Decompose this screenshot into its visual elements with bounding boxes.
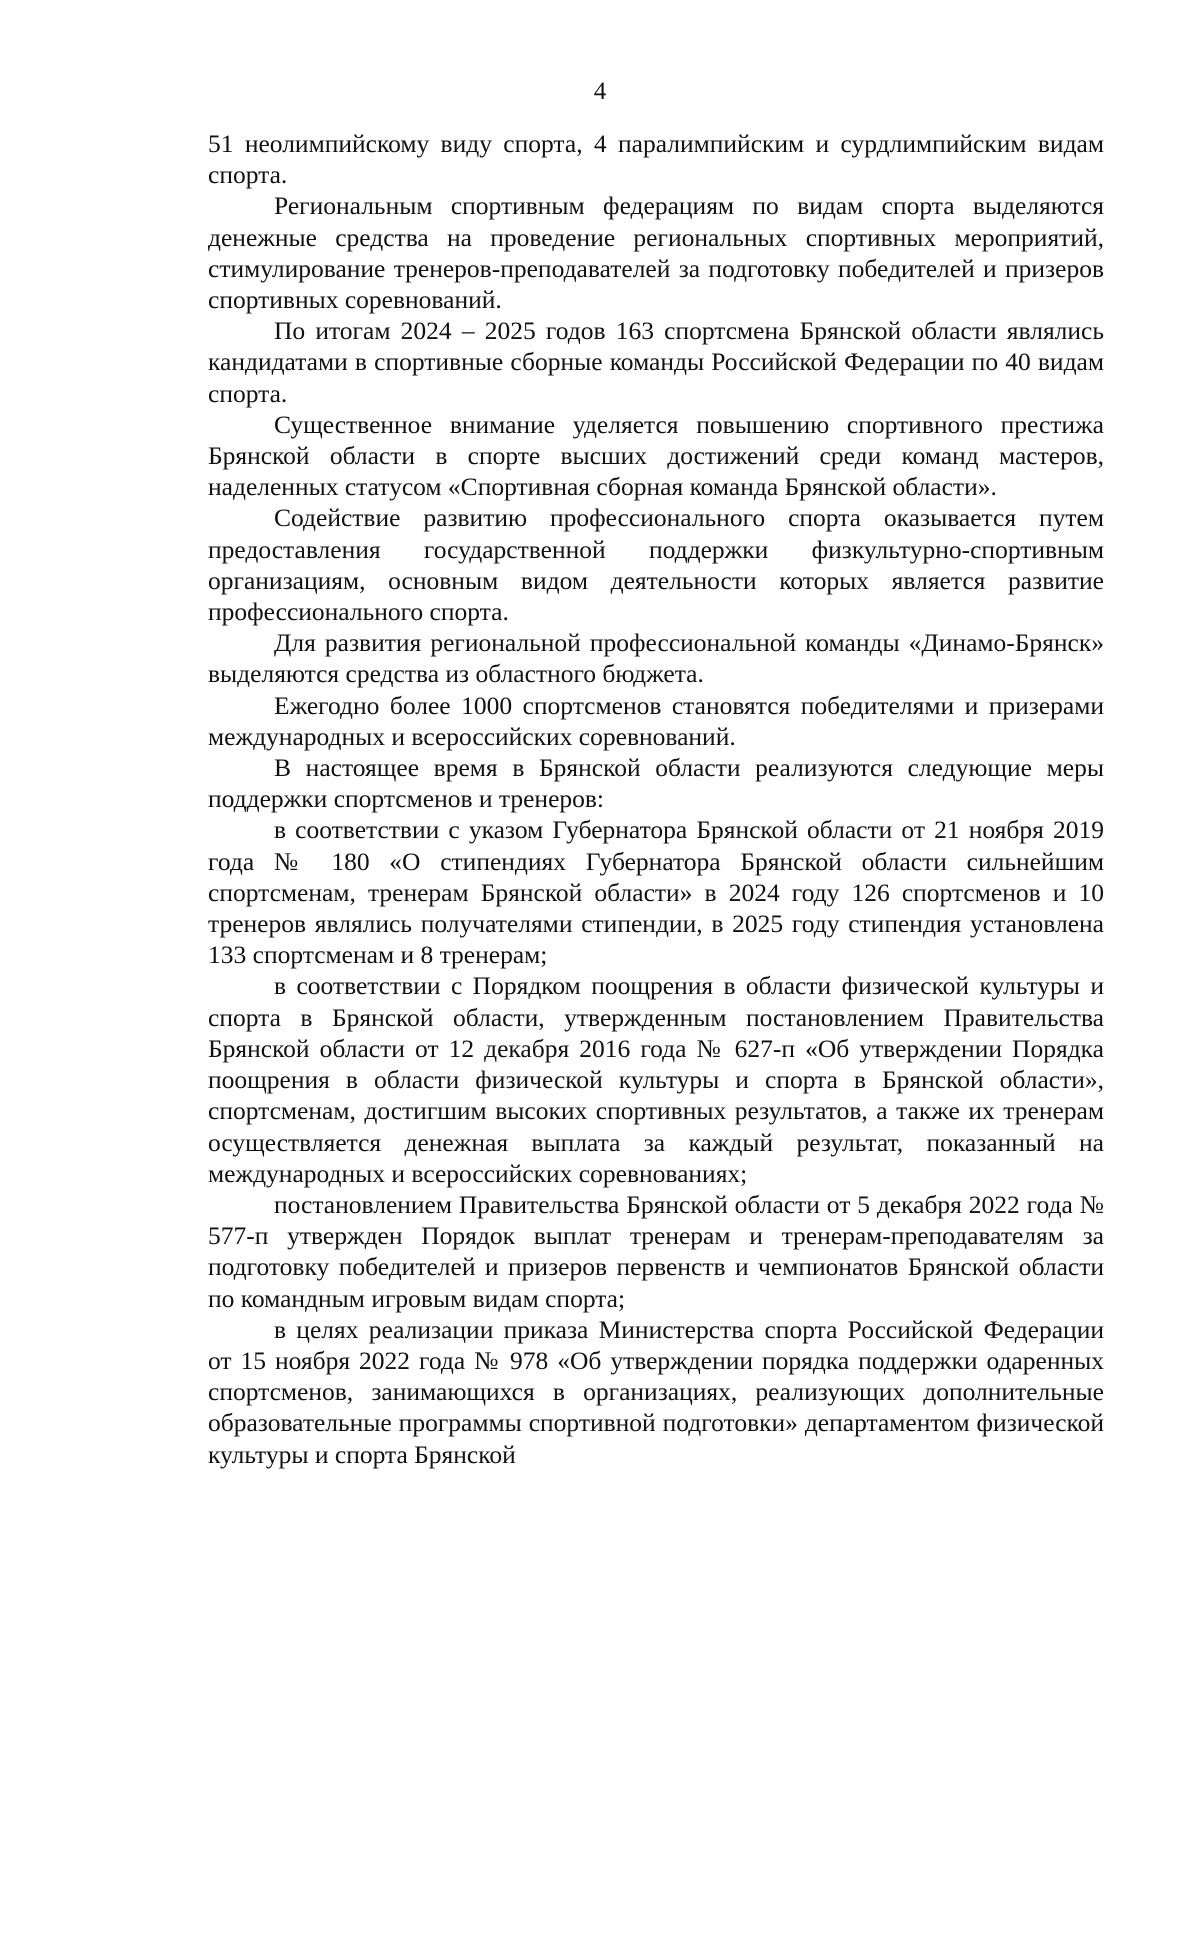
- paragraph-11: постановлением Правительства Брянской области от 5 декабря 2022 года № 577-п утвержден Порядок выплат тренерам и тренерам-преподавателям за подготовку победителей и призеров первенств и чемпионатов Брянской области по командным игровым видам спорта;: [208, 1189, 1104, 1313]
- paragraph-5: Содействие развитию профессионального спорта оказывается путем предоставления государственной поддержки физкультурно-спортивным организациям, основным видом деятельности которых является развитие профессионального спорта.: [208, 503, 1104, 627]
- paragraph-10: в соответствии с Порядком поощрения в области физической культуры и спорта в Брянской области, утвержденным постановлением Правительства Брянской области от 12 декабря 2016 года № 627-п «Об утверждении Порядка поощрения в области физической культуры и спорта в Брянской области», спортсменам, достигшим высоких спортивных результатов, а также их тренерам осуществляется денежная выплата за каждый результат, показанный на международных и всероссийских соревнованиях;: [208, 971, 1104, 1188]
- paragraph-2: Региональным спортивным федерациям по видам спорта выделяются денежные средства на проведение региональных спортивных мероприятий, стимулирование тренеров-преподавателей за подготовку победителей и призеров спортивных соревнований.: [208, 191, 1104, 315]
- page-number: 4: [593, 78, 607, 105]
- paragraph-1: 51 неолимпийскому виду спорта, 4 паралимпийским и сурдлимпийским видам спорта.: [208, 129, 1104, 190]
- paragraph-8: В настоящее время в Брянской области реализуются следующие меры поддержки спортсменов и тренеров:: [208, 753, 1104, 814]
- paragraph-3: По итогам 2024 – 2025 годов 163 спортсмена Брянской области являлись кандидатами в спортивные сборные команды Российской Федерации по 40 видам спорта.: [208, 316, 1104, 408]
- paragraph-4: Существенное внимание уделяется повышению спортивного престижа Брянской области в спорте высших достижений среди команд мастеров, наделенных статусом «Спортивная сборная команда Брянской области».: [208, 409, 1104, 502]
- paragraph-12: в целях реализации приказа Министерства спорта Российской Федерации от 15 ноября 2022 года № 978 «Об утверждении порядка поддержки одаренных спортсменов, занимающихся в организациях, реализующих дополнительные образовательные программы спортивной подготовки» департаментом физической культуры и спорта Брянской: [208, 1314, 1104, 1469]
- paragraph-9: в соответствии с указом Губернатора Брянской области от 21 ноября 2019 года № 180 «О стипендиях Губернатора Брянской области сильнейшим спортсменам, тренерам Брянской области» в 2024 году 126 спортсменов и 10 тренеров являлись получателями стипендии, в 2025 году стипендия установлена 133 спортсменам и 8 тренерам;: [208, 815, 1104, 970]
- body-text: [208, 128, 1104, 1470]
- paragraph-7: Ежегодно более 1000 спортсменов становятся победителями и призерами международных и всероссийских соревнований.: [208, 690, 1104, 751]
- paragraph-6: Для развития региональной профессиональной команды «Динамо-Брянск» выделяются средства из областного бюджета.: [208, 628, 1104, 689]
